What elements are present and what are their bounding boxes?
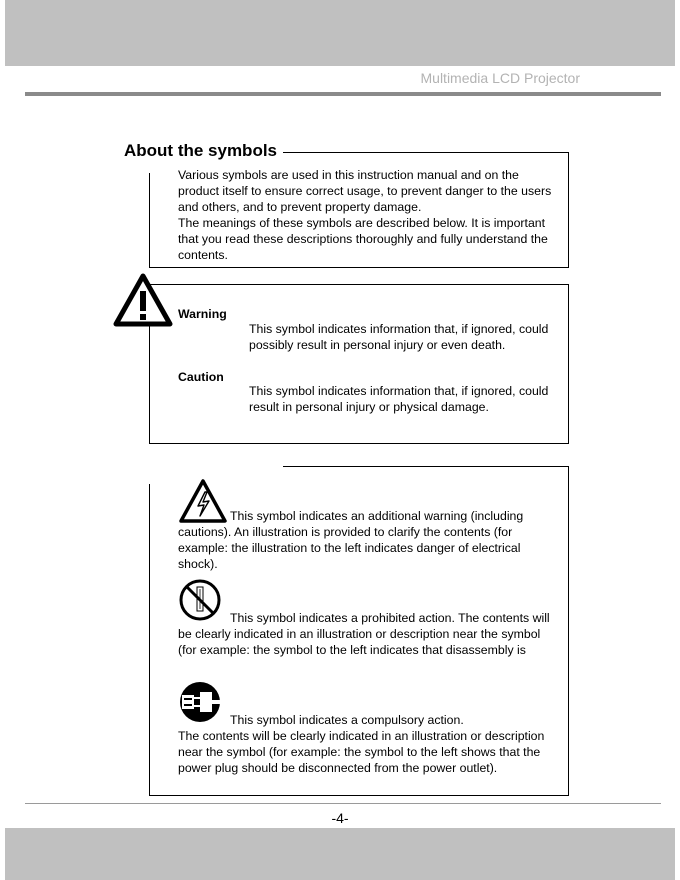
- intro-text: [178, 167, 556, 263]
- section-title: About the symbols: [124, 141, 283, 161]
- caution-description: This symbol indicates information that, if ignored, could result in personal injury or physical damage.: [249, 384, 549, 414]
- bottom-gray-band: [5, 828, 675, 880]
- additional-warning-text: [178, 508, 558, 572]
- prohibited-text: [178, 610, 558, 658]
- header-divider: [25, 92, 661, 96]
- warning-description: This symbol indicates information that, if ignored, could possibly result in personal injury or even death.: [249, 322, 549, 352]
- warning-term: Warning: [178, 307, 227, 321]
- top-gray-band: [5, 0, 675, 66]
- warning-triangle-icon: [113, 272, 173, 328]
- footer-divider: [25, 803, 661, 804]
- header-title: Multimedia LCD Projector: [420, 70, 580, 86]
- intro-paragraph-2: The meanings of these symbols are described below. It is important that you read these descriptions thoroughly and fully understand the contents.: [178, 216, 548, 262]
- page-number: -4-: [331, 810, 349, 826]
- intro-paragraph-1: Various symbols are used in this instruction manual and on the product itself to ensure correct usage, to prevent danger to the users and others, and to prevent property damage.: [178, 168, 552, 214]
- caution-term: Caution: [178, 370, 224, 384]
- additional-warning-description: This symbol indicates an additional warning (including cautions). An illustration is provided to clarify the contents (for example: the illustration to the left indicates danger of electrical shock).: [178, 509, 524, 571]
- compulsory-text: [178, 712, 558, 776]
- compulsory-description-1: This symbol indicates a compulsory action.: [230, 713, 464, 727]
- compulsory-description-2: The contents will be clearly indicated in an illustration or description near the symbol (for example: the symbol to the left shows that the power plug should be disconnected from the power outlet).: [178, 729, 545, 775]
- prohibited-description: This symbol indicates a prohibited action. The contents will be clearly indicated in an illustration or description near the symbol (for example: the symbol to the left indicates that disassembly is: [178, 611, 550, 657]
